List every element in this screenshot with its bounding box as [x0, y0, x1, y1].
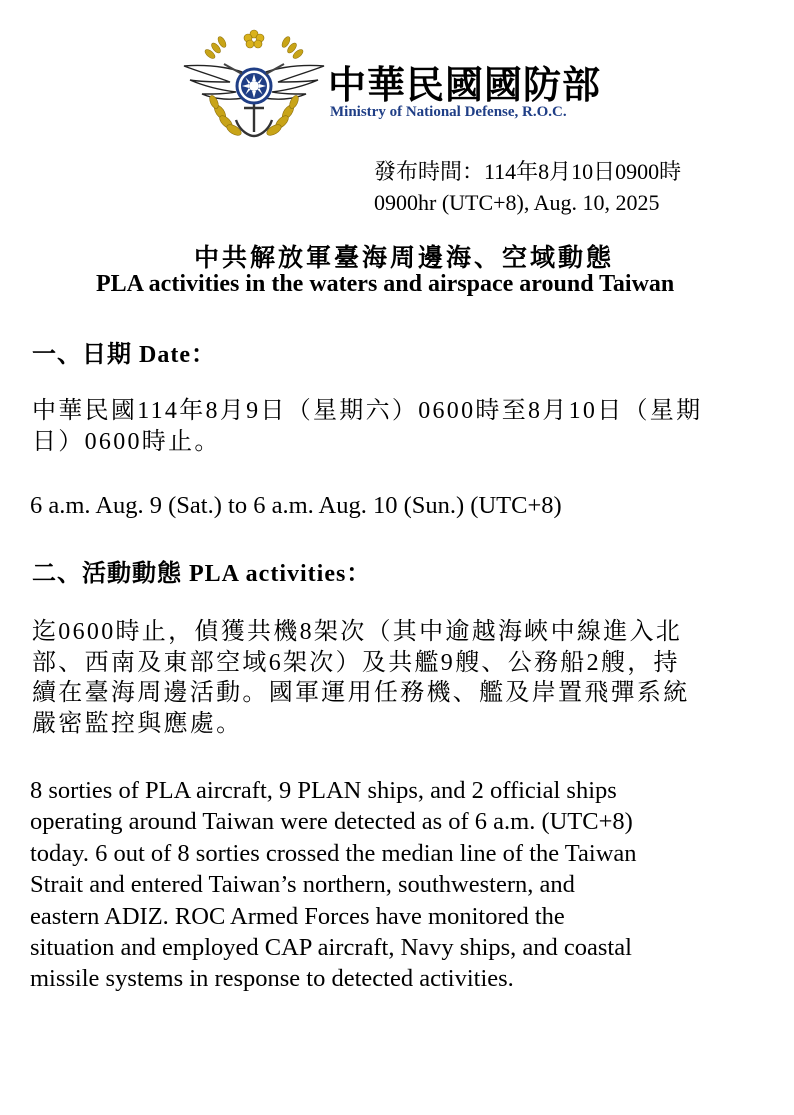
date-paragraph-zh [32, 396, 770, 457]
release-time-en: 0900hr (UTC+8), Aug. 10, 2025 [374, 190, 660, 215]
date-zh-line: 中華民國114年8月9日（星期六）0600時至8月10日（星期 [32, 398, 703, 424]
activities-zh-line: 嚴密監控與應處。 [32, 710, 243, 737]
activities-zh-line: 迄0600時止，偵獲共機8架次（其中逾越海峽中線進入北 [32, 619, 683, 645]
date-zh-line: 日）0600時止。 [32, 428, 221, 455]
section-heading-date: 一、日期 Date： [32, 342, 216, 368]
date-en-line: 6 a.m. Aug. 9 (Sat.) to 6 a.m. Aug. 10 (Sun.) (UTC+8) [30, 492, 562, 519]
mnd-emblem-icon [180, 28, 328, 144]
activities-zh-line: 部、西南及東部空域6架次）及共艦9艘、公務船2艘，持 [32, 649, 680, 676]
page-header [180, 28, 640, 148]
activities-en-line: situation and employed CAP aircraft, Navy ships, and coastal [30, 934, 632, 962]
release-time-zh: 發布時間：114年8月10日0900時 [374, 159, 682, 184]
activities-en-line: operating around Taiwan were detected as of 6 a.m. (UTC+8) [30, 808, 633, 836]
activities-en-line: today. 6 out of 8 sorties crossed the median line of the Taiwan [30, 839, 637, 867]
org-name-en: Ministry of National Defense, R.O.C. [330, 104, 567, 120]
release-time [374, 156, 681, 218]
activities-en-line: eastern ADIZ. ROC Armed Forces have monitored the [30, 902, 565, 930]
activities-en-line: 8 sorties of PLA aircraft, 9 PLAN ships, and 2 official ships [30, 777, 617, 804]
activities-zh-line: 續在臺海周邊活動。國軍運用任務機、艦及岸置飛彈系統 [32, 680, 690, 706]
section-heading-activities: 二、活動動態 PLA activities： [32, 561, 372, 587]
org-name-zh: 中華民國國防部 [328, 63, 602, 107]
date-paragraph-en [30, 490, 775, 521]
activities-paragraph-en [30, 775, 775, 995]
activities-paragraph-zh [32, 617, 770, 739]
activities-en-line: missile systems in response to detected activities. [30, 965, 514, 993]
document-title-zh: 中共解放軍臺海周邊海、空域動態 [193, 245, 614, 272]
document-title-en: PLA activities in the waters and airspace around Taiwan [96, 271, 675, 297]
activities-en-line: Strait and entered Taiwan’s northern, southwestern, and [30, 871, 575, 899]
